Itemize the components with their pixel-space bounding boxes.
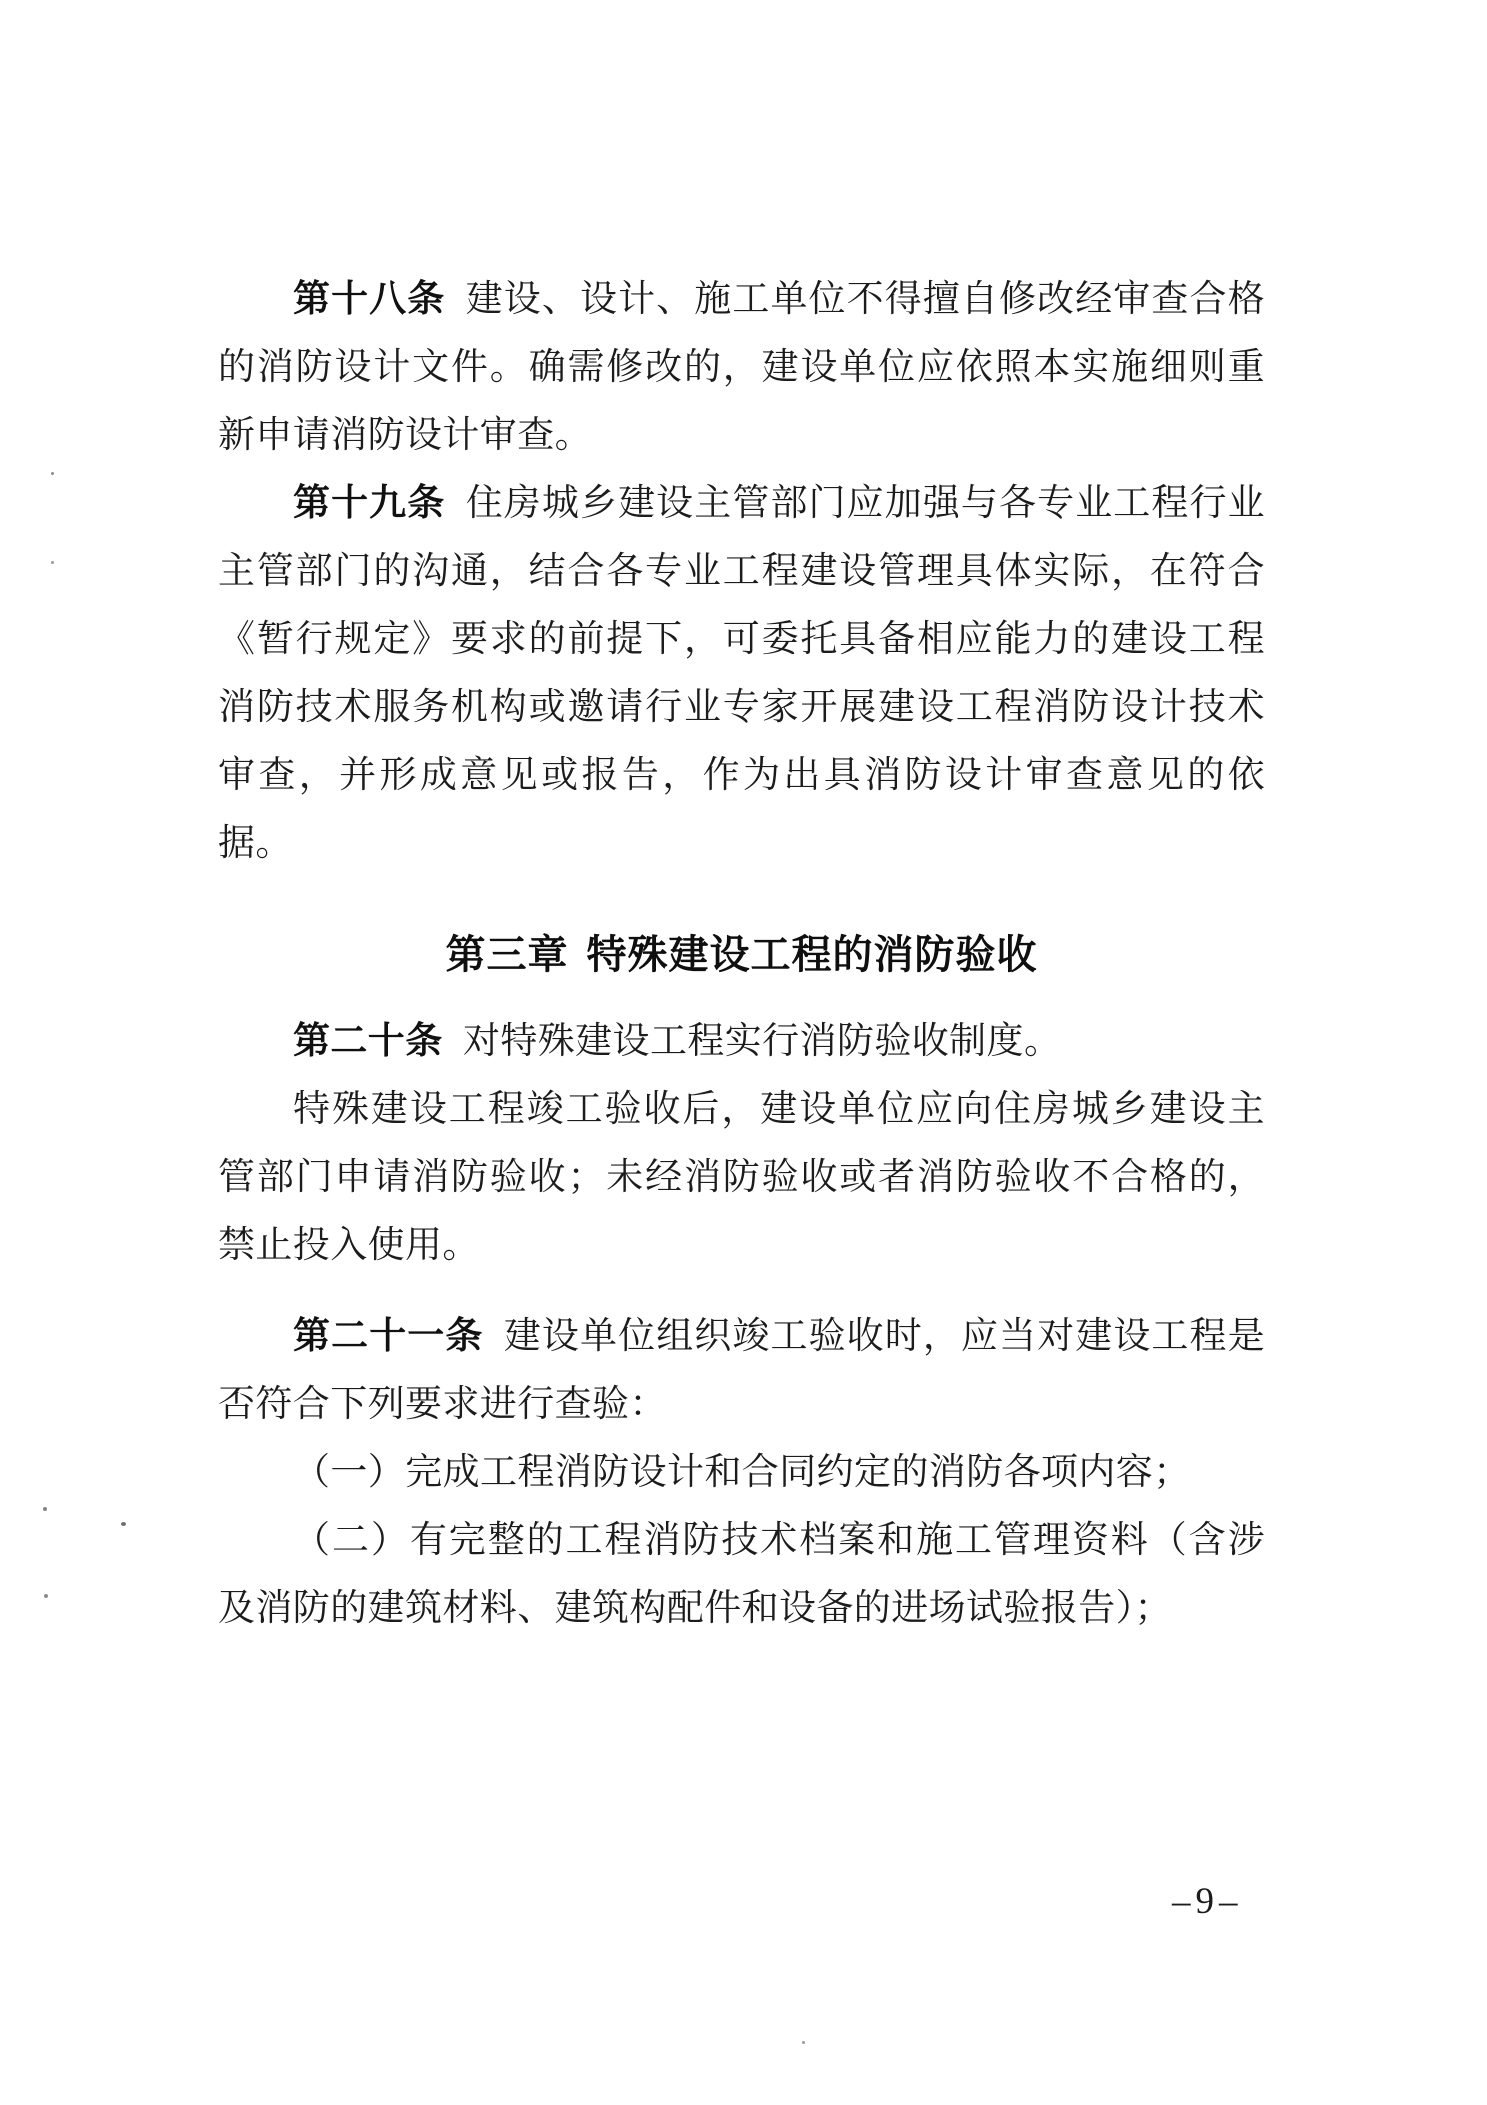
scan-speck — [51, 472, 54, 475]
article-18-label: 第十八条 — [293, 279, 446, 320]
article-20-label: 第二十条 — [293, 1021, 443, 1062]
article-19-text: 住房城乡建设主管部门应加强与各专业工程行业主管部门的沟通，结合各专业工程建设管理具体实际，在符合《暂行规定》要求的前提下，可委托具备相应能力的建设工程消防技术服务机构或邀请行业专家开展建设工程消防设计技术审查，并形成意见或报告，作为出具消防设计审查意见的依据。 — [218, 483, 1265, 864]
article-21-label: 第二十一条 — [293, 1316, 484, 1357]
article-18-paragraph — [218, 266, 1265, 470]
article-21-item-1 — [218, 1439, 1265, 1507]
article-18-text: 建设、设计、施工单位不得擅自修改经审查合格的消防设计文件。确需修改的，建设单位应依照本实施细则重新申请消防设计审查。 — [218, 279, 1265, 456]
article-20-paragraph-2 — [218, 1076, 1265, 1280]
article-20-paragraph — [218, 1008, 1265, 1076]
scan-speck — [43, 1507, 47, 1511]
article-20-text-2: 特殊建设工程竣工验收后，建设单位应向住房城乡建设主管部门申请消防验收；未经消防验收或者消防验收不合格的，禁止投入使用。 — [218, 1089, 1265, 1266]
scan-speck — [51, 561, 54, 564]
article-19-label: 第十九条 — [293, 483, 446, 524]
chapter-3-number: 第三章 — [445, 933, 569, 977]
chapter-3-heading — [218, 921, 1265, 989]
article-20-text: 对特殊建设工程实行消防验收制度。 — [462, 1021, 1062, 1062]
article-19-paragraph — [218, 470, 1265, 878]
article-21-paragraph — [218, 1303, 1265, 1439]
document-body — [218, 266, 1265, 1643]
article-21-item-1-text: （一）完成工程消防设计和合同约定的消防各项内容； — [293, 1452, 1191, 1493]
scan-speck — [121, 1522, 126, 1526]
scan-speck — [802, 2041, 805, 2044]
chapter-3-title: 特殊建设工程的消防验收 — [586, 933, 1038, 977]
article-21-item-2-text: （二）有完整的工程消防技术档案和施工管理资料（含涉及消防的建筑材料、建筑构配件和设备的进场试验报告）； — [218, 1520, 1265, 1629]
scan-speck — [44, 1594, 48, 1598]
article-21-item-2 — [218, 1507, 1265, 1643]
page-number: –9– — [1172, 1881, 1243, 1922]
article-21-text: 建设单位组织竣工验收时，应当对建设工程是否符合下列要求进行查验： — [218, 1316, 1266, 1425]
